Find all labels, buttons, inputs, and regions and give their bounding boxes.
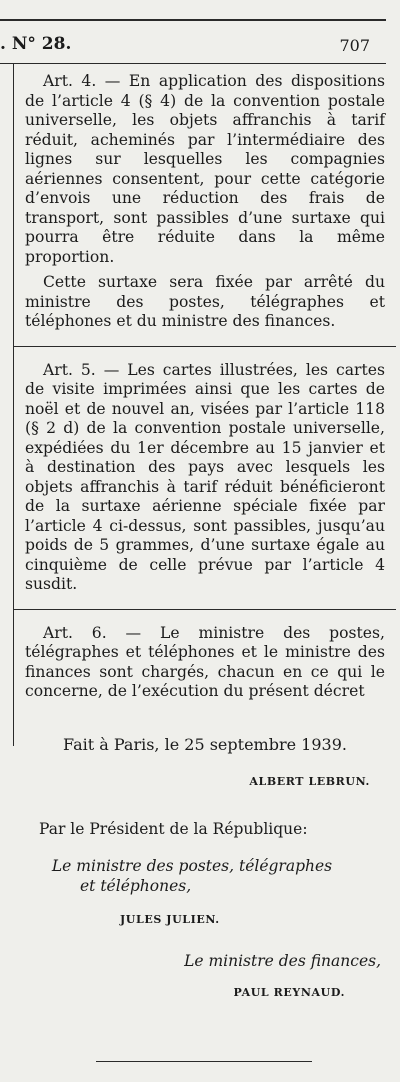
signature-ptt: JULES JULIEN. [120, 913, 220, 926]
top-rule [0, 19, 386, 21]
article-4-paragraph-2: Cette surtaxe sera fixée par arrêté du ministre des postes, télégraphes et téléphones et du ministre des finances. [25, 273, 385, 330]
article-4 [25, 72, 385, 332]
signature-finances: PAUL REYNAUD. [233, 986, 345, 999]
article-6-paragraph: Art. 6. — Le ministre des postes, télégraphes et téléphones et le ministre des finances sont chargés, chacun en ce qui le concerne, de l’exécution du présent décret [25, 623, 385, 700]
bottom-rule [96, 1061, 312, 1062]
place-date: Fait à Paris, le 25 septembre 1939. [63, 734, 347, 754]
par-le-president: Par le Président de la République: [39, 819, 308, 838]
minister-ptt-title-line2: et téléphones, [80, 876, 192, 895]
page-number: 707 [339, 36, 370, 55]
article-4-paragraph-1: Art. 4. — En application des dispositions de l’article 4 (§ 4) de la convention postale universelle, les objets affranchis à tarif réduit, acheminés par l’intermédiaire des lignes sur lesquelles les compagnies aériennes consentent, pour cette catégorie d’envois une réduction des frais de transport, sont passibles d’une surtaxe qui pourra être réduite dans la même proportion. [25, 72, 385, 266]
article-5 [25, 361, 385, 595]
article-6 [25, 624, 385, 702]
minister-ptt-title-line1: Le ministre des postes, télégraphes [51, 857, 333, 875]
header-rule [0, 63, 386, 64]
column-rule [13, 63, 14, 746]
article-5-paragraph: Art. 5. — Les cartes illustrées, les cartes de visite imprimées ainsi que les cartes de noël et de nouvel an, visées par l’article 118 (§ 2 d) de la convention postale universelle, expédiées du 1er décembre au 15 janvier et à destination des pays avec lesquels les objets affranchis à tarif réduit bénéficieront de la surtaxe aérienne spéciale fixée par l’article 4 ci-dessus, sont passibles, jusqu’au poids de 5 grammes, d’une surtaxe égale au cinquième de celle prévue par l’article 4 susdit. [25, 360, 385, 593]
article-separator [13, 346, 396, 347]
issue-number: . N° 28. [0, 34, 72, 54]
minister-finances-title: Le ministre des finances, [184, 951, 381, 970]
article-separator [13, 609, 396, 610]
document-body [25, 72, 385, 1003]
signature-president: ALBERT LEBRUN. [249, 775, 370, 788]
